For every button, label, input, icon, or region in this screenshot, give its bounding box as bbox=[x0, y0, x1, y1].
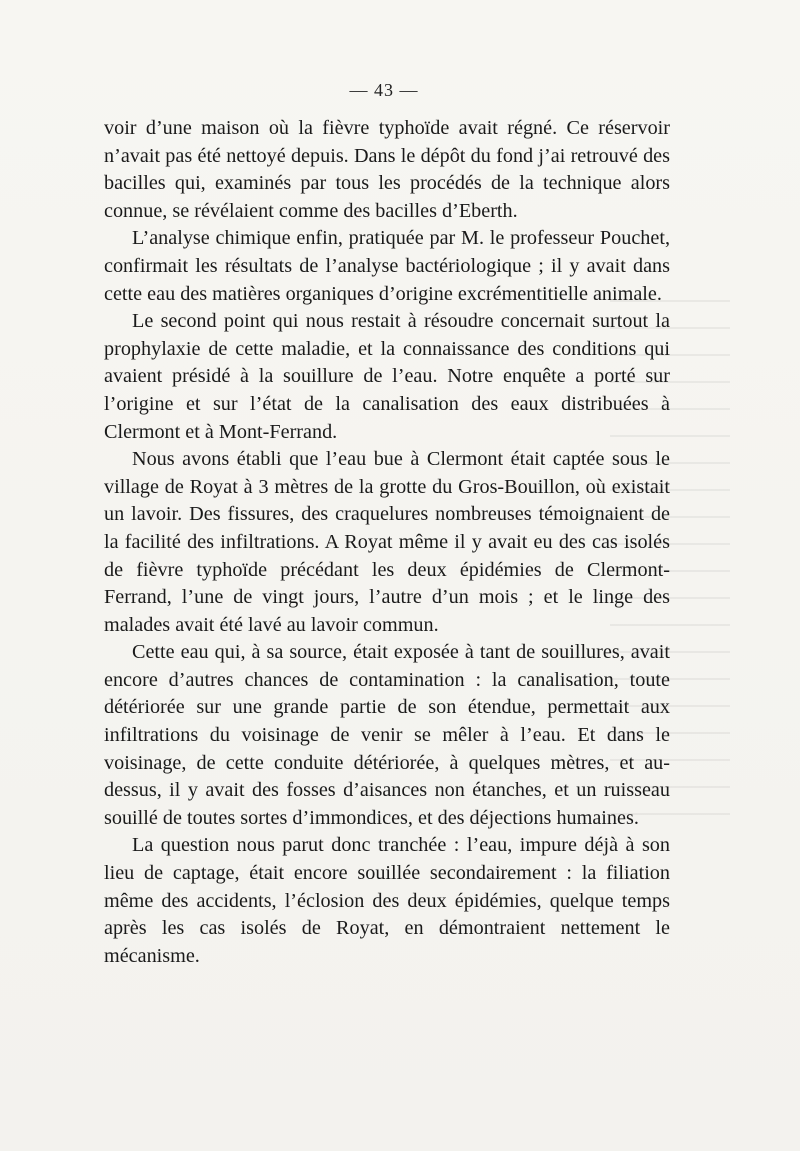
body-text bbox=[104, 115, 670, 970]
paragraph-3: Le second point qui nous restait à résoudre concernait surtout la prophylaxie de cette maladie, et la connaissance des conditions qui avaient présidé à la souillure de l’eau. Notre enquête a porté sur l’origine et sur l’état de la canalisation des eaux distribuées à Clermont et à Mont-Ferrand. bbox=[104, 310, 670, 443]
paragraph-4: Nous avons établi que l’eau bue à Clermont était captée sous le village de Royat à 3 mètres de la grotte du Gros-Bouillon, où existait un lavoir. Des fissures, des craquelures nombreuses témoignaient de la facilité des infiltrations. A Royat même il y avait eu des cas isolés de fièvre typhoïde précédant les deux épidémies de Clermont-Ferrand, l’une de vingt jours, l’autre d’un mois ; et le linge des malades avait été lavé au lavoir commun. bbox=[104, 448, 670, 636]
paragraph-2: L’analyse chimique enfin, pratiquée par M. le professeur Pouchet, confirmait les résultats de l’analyse bactériologique ; il y avait dans cette eau des matières organiques d’origine excrémentitielle animale. bbox=[104, 227, 670, 305]
paragraph-1: voir d’une maison où la fièvre typhoïde avait régné. Ce réservoir n’avait pas été nettoyé depuis. Dans le dépôt du fond j’ai retrouvé des bacilles qui, examinés par tous les procédés de la technique alors connue, se révélaient comme des bacilles d’Eberth. bbox=[104, 117, 670, 222]
paragraph-6: La question nous parut donc tranchée : l’eau, impure déjà à son lieu de captage, était encore souillée secondairement : la filiation même des accidents, l’éclosion des deux épidémies, quelque temps après les cas isolés de Royat, en démontraient nettement le mécanisme. bbox=[104, 834, 670, 967]
page-number: — 43 — bbox=[349, 80, 419, 100]
paragraph-5: Cette eau qui, à sa source, était exposée à tant de souillures, avait encore d’autres chances de contamination : la canalisation, toute détériorée sur une grande partie de son étendue, permettait aux infiltrations du voisinage de venir se mêler à l’eau. Et dans le voisinage, de cette conduite détériorée, à quelques mètres, et au-dessus, il y avait des fosses d’aisances non étanches, et un ruisseau souillé de toutes sortes d’immondices, et des déjections humaines. bbox=[104, 641, 670, 829]
